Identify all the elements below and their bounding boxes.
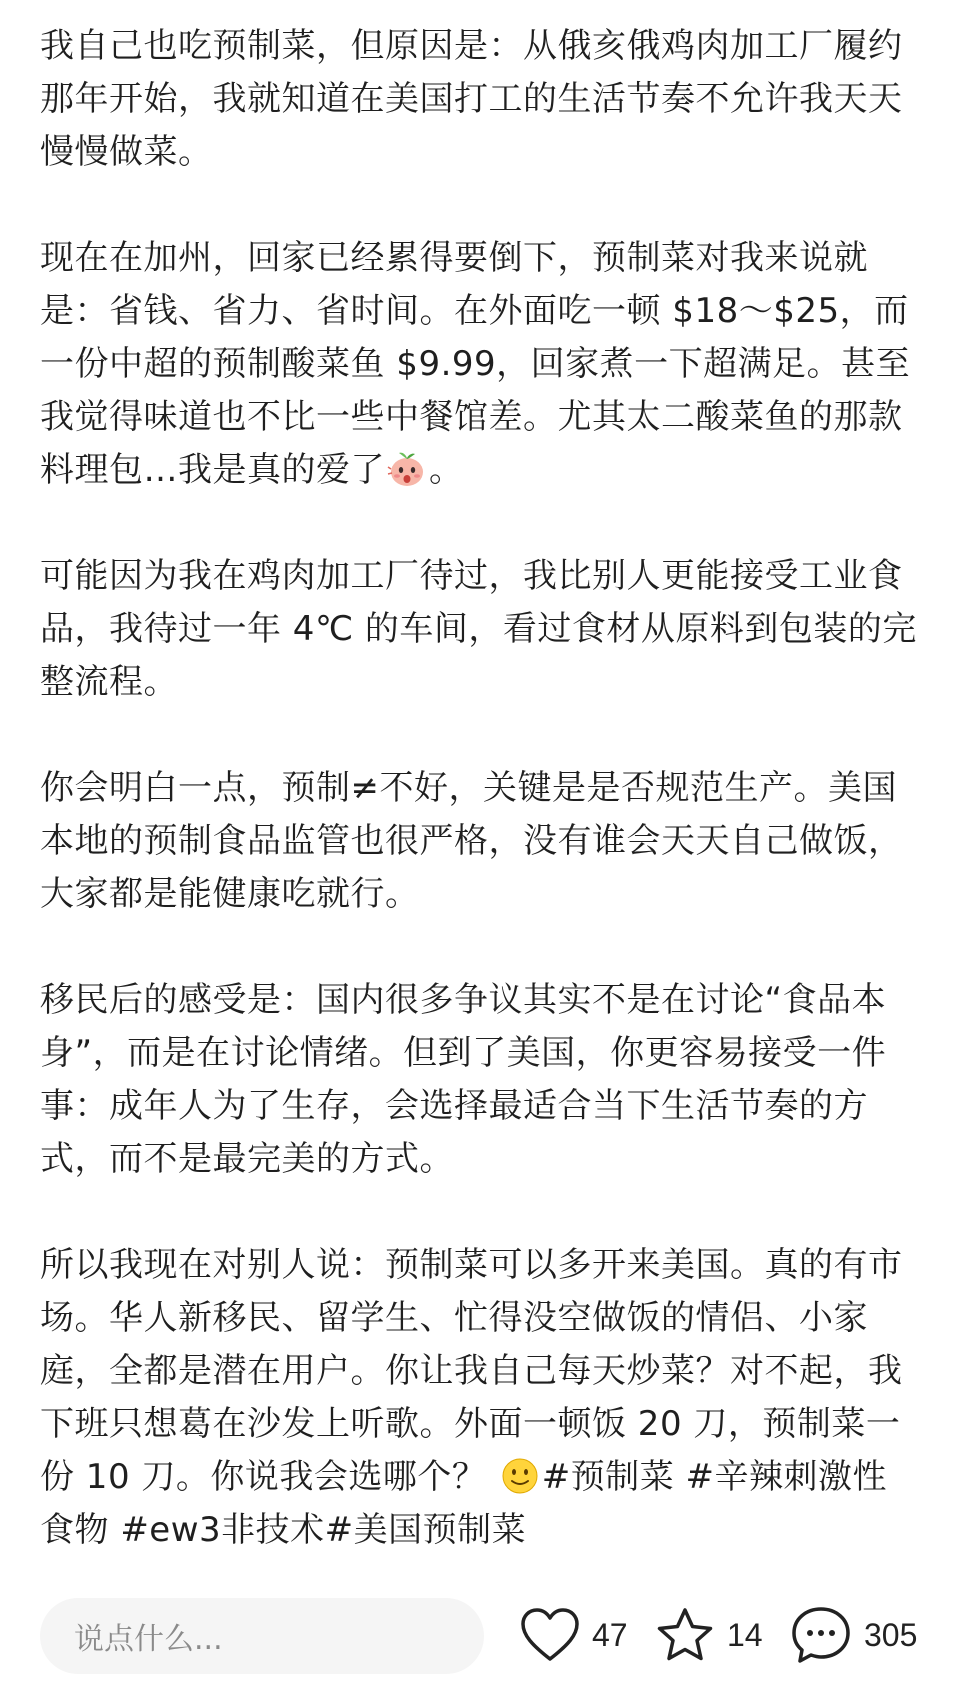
comment-count: 305: [864, 1616, 918, 1653]
post-paragraph-6: [40, 1239, 920, 1557]
like-count: 47: [592, 1616, 628, 1653]
heart-icon: [520, 1607, 580, 1663]
star-icon: [655, 1606, 715, 1664]
post-paragraph-2: [40, 232, 920, 497]
like-button[interactable]: [520, 1600, 628, 1670]
hashtag-3[interactable]: #ew3非技术: [120, 1510, 325, 1550]
paragraph-text: 可能因为我在鸡肉加工厂待过，我比别人更能接受工业食品，我待过一年 4℃ 的车间，看过食材从原料到包装的完整流程。: [40, 556, 917, 702]
favorite-count: 14: [727, 1616, 763, 1653]
paragraph-text: 你会明白一点，预制≠不好，关键是是否规范生产。美国本地的预制食品监管也很严格，没有谁会天天自己做饭，大家都是能健康吃就行。: [40, 768, 903, 914]
comment-bubble-icon: [790, 1605, 852, 1665]
paragraph-tail: 。: [429, 450, 464, 490]
comment-button[interactable]: [790, 1600, 917, 1670]
paragraph-text: 移民后的感受是：国内很多争议其实不是在讨论“食品本身”，而是在讨论情绪。但到了美国，你更容易接受一件事：成年人为了生存，会选择最适合当下生活节奏的方式，而不是最完美的方式。: [40, 980, 887, 1179]
post-paragraph-4: [40, 762, 920, 921]
bottom-action-bar: [0, 1590, 960, 1680]
post-paragraph-1: [40, 20, 920, 179]
hashtag-1[interactable]: #预制菜: [541, 1457, 675, 1497]
post-paragraph-3: [40, 550, 920, 709]
post-paragraph-5: [40, 974, 920, 1186]
comment-placeholder: 说点什么...: [74, 1622, 223, 1657]
hashtag-4[interactable]: #美国预制菜: [324, 1510, 527, 1550]
paragraph-text: 现在在加州，回家已经累得要倒下，预制菜对我来说就是：省钱、省力、省时间。在外面吃一顿 $18～$25，而一份中超的预制酸菜鱼 $9.99，回家煮一下超满足。甚至我觉得味道也不比一些中餐馆差。尤其太二酸菜鱼的那款料理包…我是真的爱了: [40, 238, 911, 490]
paragraph-text: 我自己也吃预制菜，但原因是：从俄亥俄鸡肉加工厂履约那年开始，我就知道在美国打工的生活节奏不允许我天天慢慢做菜。: [40, 26, 903, 172]
shocked-peach-emoji-icon: [387, 449, 427, 489]
slight-smile-emoji-icon: [500, 1456, 540, 1496]
paragraph-text: 所以我现在对别人说：预制菜可以多开来美国。真的有市场。华人新移民、留学生、忙得没空做饭的情侣、小家庭，全都是潜在用户。你让我自己每天炒菜？对不起，我下班只想葛在沙发上听歌。外面一顿饭 20 刀，预制菜一份 10 刀。你说我会选哪个？: [40, 1245, 903, 1497]
favorite-button[interactable]: [655, 1600, 763, 1670]
comment-input[interactable]: [40, 1598, 484, 1674]
post-body: [40, 20, 920, 1557]
hashtag-2[interactable]: #辛辣刺激性食物: [40, 1457, 888, 1550]
